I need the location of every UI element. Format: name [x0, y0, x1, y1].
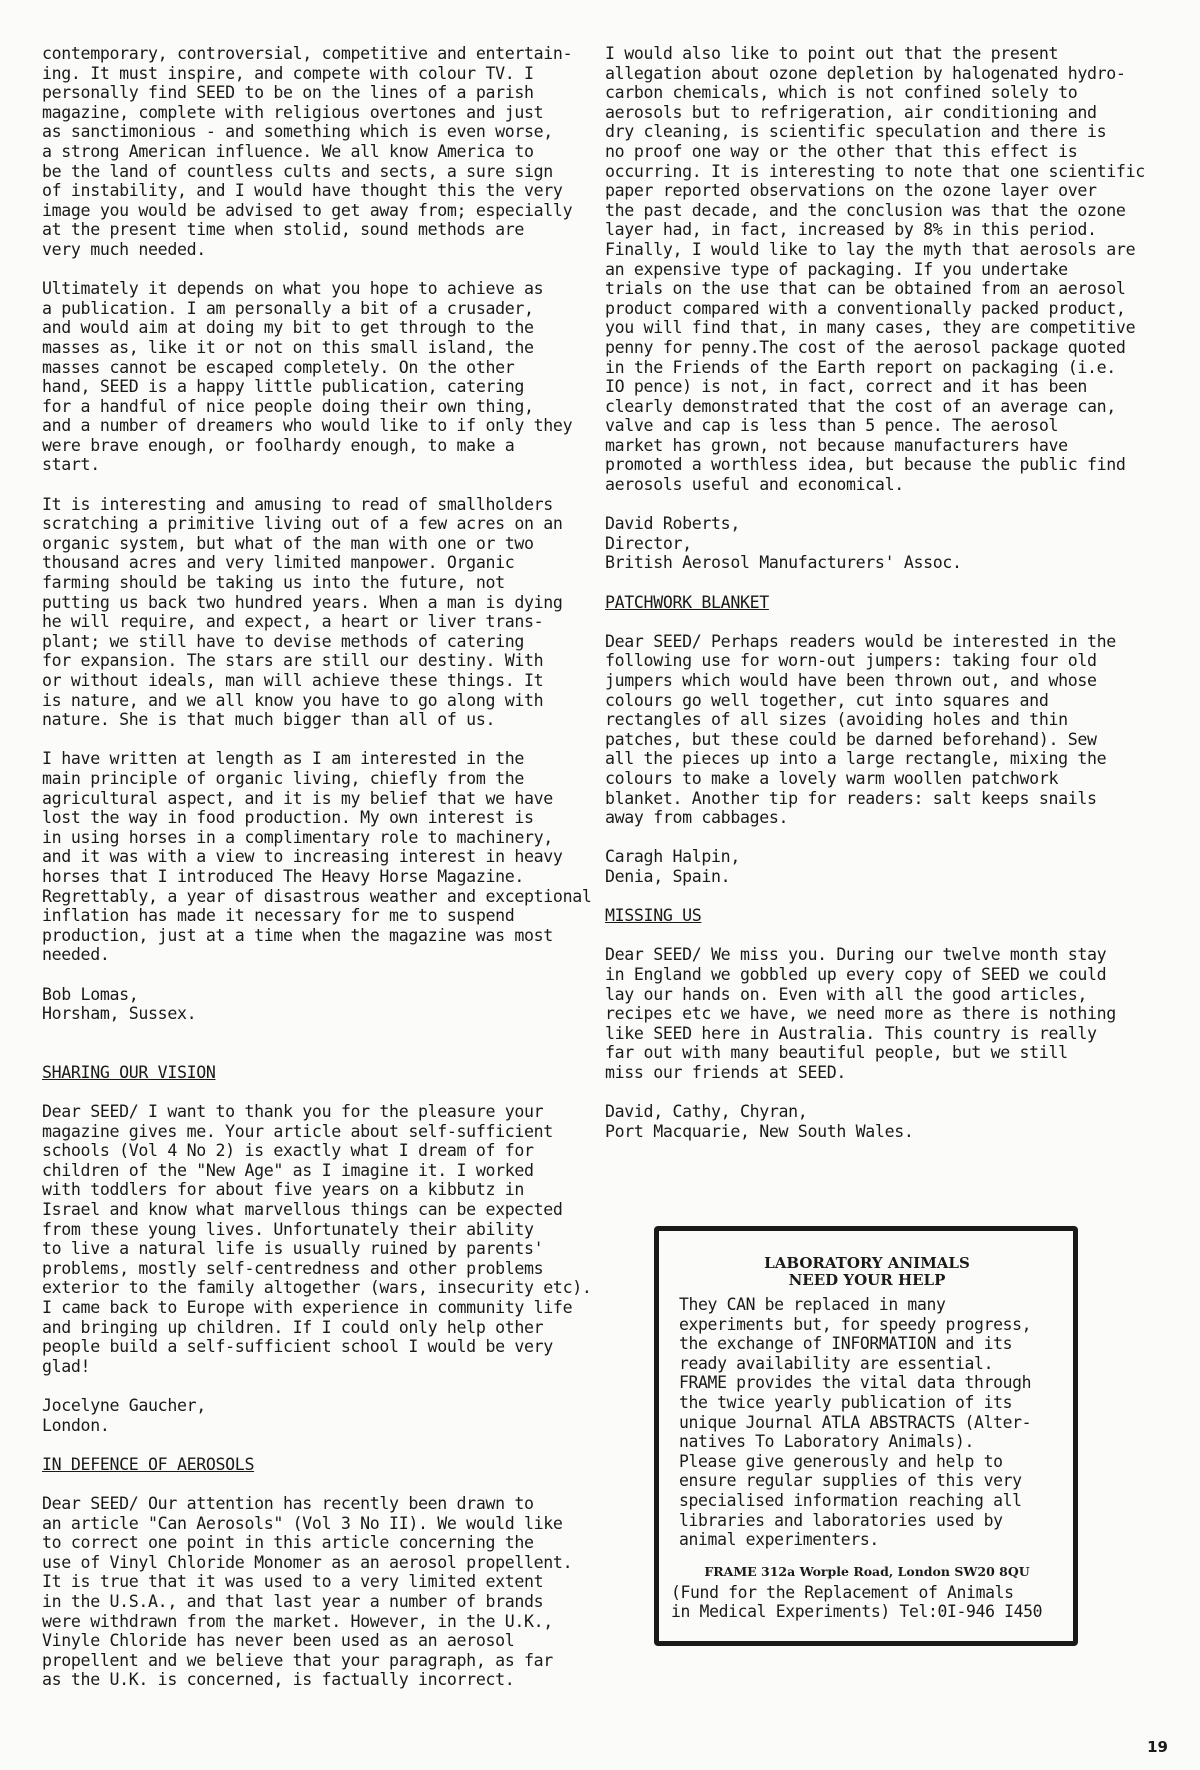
- left-column: [42, 44, 602, 1690]
- letter-paragraph: I have written at length as I am interested in the main principle of organic living, chiefly from the agricultural aspect, and it is my belief that we have lost the way in food production. My own interest is in using horses in a complimentary role to machinery, and it was with a view to increasing interest in heavy horses that I introduced The Heavy Horse Magazine. Regrettably, a year of disastrous weather and exceptional inflation has made it necessary for me to suspend production, just at a time when the magazine was most needed.: [42, 749, 592, 965]
- letter-paragraph: Dear SEED/ We miss you. During our twelve month stay in England we gobbled up every copy of SEED we could lay our hands on. Even with all the good articles, recipes etc we have, we need more as there is nothing like SEED here in Australia. This country is really far out with many beautiful people, but we still miss our friends at SEED.: [605, 945, 1116, 1082]
- ad-address: FRAME 312a Worple Road, London SW20 8QU: [704, 1563, 1030, 1579]
- letter-signature: Jocelyne Gaucher, London.: [42, 1395, 206, 1435]
- ad-body: They CAN be replaced in many experiments but, for speedy progress, the exchange of INFORMATION and its ready availability are essential. FRAME provides the vital data through the twice yearly publication of its unique Journal ATLA ABSTRACTS (Alter- natives To Laboratory Animals). Please give generously and help to ensure regular supplies of this very specialised information reaching all libraries and laboratories used by animal experimenters.: [679, 1295, 1032, 1550]
- letter-paragraph: I would also like to point out that the present allegation about ozone depletion by halogenated hydro- carbon chemicals, which is not confined solely to aerosols but to refrigeration, air conditioning and dry cleaning, is scientific speculation and there is no proof one way or the other that this effect is occurring. It is interesting to note that one scientific paper reported observations on the ozone layer over the past decade, and the conclusion was that the ozone layer had, in fact, increased by 8% in this period. Finally, I would like to lay the myth that aerosols are an expensive type of packaging. If you undertake trials on the use that can be obtained from an aerosol product compared with a conventionally packed product, you will find that, in many cases, they are competitive penny for penny.The cost of the aerosol package quoted in the Friends of the Earth report on packaging (i.e. IO pence) is not, in fact, correct and it has been clearly demonstrated that the cost of an average can, valve and cap is less than 5 pence. The aerosol market has grown, not because manufacturers have promoted a worthless idea, but because the public find aerosols useful and economical.: [605, 44, 1145, 495]
- letter-signature: David, Cathy, Chyran, Port Macquarie, New South Wales.: [605, 1102, 914, 1141]
- section-heading-patchwork: PATCHWORK BLANKET: [605, 592, 769, 612]
- letter-paragraph: Dear SEED/ Perhaps readers would be interested in the following use for worn-out jumpers: taking four old jumpers which would have been thrown out, and whose colours go well together, cut into squares and rectangles of all sizes (avoiding holes and thin patches, but these could be darned beforehand). Sew all the pieces up into a large rectangle, mixing the colours to make a lovely warm woollen patchwork blanket. Another tip for readers: salt keeps snails away from cabbages.: [605, 631, 1116, 828]
- letter-paragraph: It is interesting and amusing to read of smallholders scratching a primitive living out of a few acres on an organic system, but what of the man with one or two thousand acres and very limited manpower. Organic farming should be taking us into the future, not putting us back two hundred years. When a man is dying he will require, and expect, a heart or liver trans- plant; we still have to devise methods of catering for expansion. The stars are still our destiny. With or without ideals, man will achieve these things. It is nature, and we all know you have to go along with nature. She is that much bigger than all of us.: [42, 494, 563, 730]
- section-heading-sharing: SHARING OUR VISION: [42, 1062, 216, 1082]
- letter-paragraph: Dear SEED/ Our attention has recently been drawn to an article "Can Aerosols" (Vol 3 No II). We would like to correct one point in this article concerning the use of Vinyl Chloride Monomer as an aerosol propellent. It is true that it was used to a very limited extent in the U.S.A., and that last year a number of brands were withdrawn from the market. However, in the U.K., Vinyle Chloride has never been used as an aerosol propellent and we believe that your paragraph, as far as the U.K. is concerned, is factually incorrect.: [42, 1493, 573, 1690]
- frame-advertisement-box: [654, 1226, 1078, 1646]
- ad-fund-line: (Fund for the Replacement of Animals in Medical Experiments) Tel:0I-946 I450: [671, 1582, 1043, 1622]
- section-heading-missing: MISSING US: [605, 906, 702, 926]
- letter-signature: David Roberts, Director, British Aerosol Manufacturers' Assoc.: [605, 514, 962, 573]
- right-column: [605, 44, 1170, 1141]
- ad-title: LABORATORY ANIMALS NEED YOUR HELP: [764, 1254, 970, 1289]
- letter-paragraph: contemporary, controversial, competitive and entertain- ing. It must inspire, and compete with colour TV. I personally find SEED to be on the lines of a parish magazine, complete with religious overtones and just as sanctimonious - and something which is even worse, a strong American influence. We all know America to be the land of countless cults and sects, a sure sign of instability, and I would have thought this the very image you would be advised to get away from; especially at the present time when stolid, sound methods are very much needed.: [42, 44, 573, 259]
- section-heading-aerosols: IN DEFENCE OF AEROSOLS: [42, 1454, 255, 1474]
- letter-paragraph: Ultimately it depends on what you hope to achieve as a publication. I am personally a bit of a crusader, and would aim at doing my bit to get through to the masses as, like it or not on this small island, the masses cannot be escaped completely. On the other hand, SEED is a happy little publication, catering for a handful of nice people doing their own thing, and a number of dreamers who would like to if only they were brave enough, or foolhardy enough, to make a start.: [42, 279, 573, 475]
- letter-signature: Caragh Halpin, Denia, Spain.: [605, 847, 740, 886]
- letter-paragraph: Dear SEED/ I want to thank you for the pleasure your magazine gives me. Your article about self-sufficient schools (Vol 4 No 2) is exactly what I dream of for children of the "New Age" as I imagine it. I worked with toddlers for about five years on a kibbutz in Israel and know what marvellous things can be expected from these young lives. Unfortunately their ability to live a natural life is usually ruined by parents' problems, mostly self-centredness and other problems exterior to the family altogether (wars, insecurity etc). I came back to Europe with experience in community life and bringing up children. If I could only help other people build a self-sufficient school I would be very glad!: [42, 1102, 592, 1376]
- letter-signature: Bob Lomas, Horsham, Sussex.: [42, 984, 197, 1024]
- page-number: 19: [1147, 1738, 1168, 1756]
